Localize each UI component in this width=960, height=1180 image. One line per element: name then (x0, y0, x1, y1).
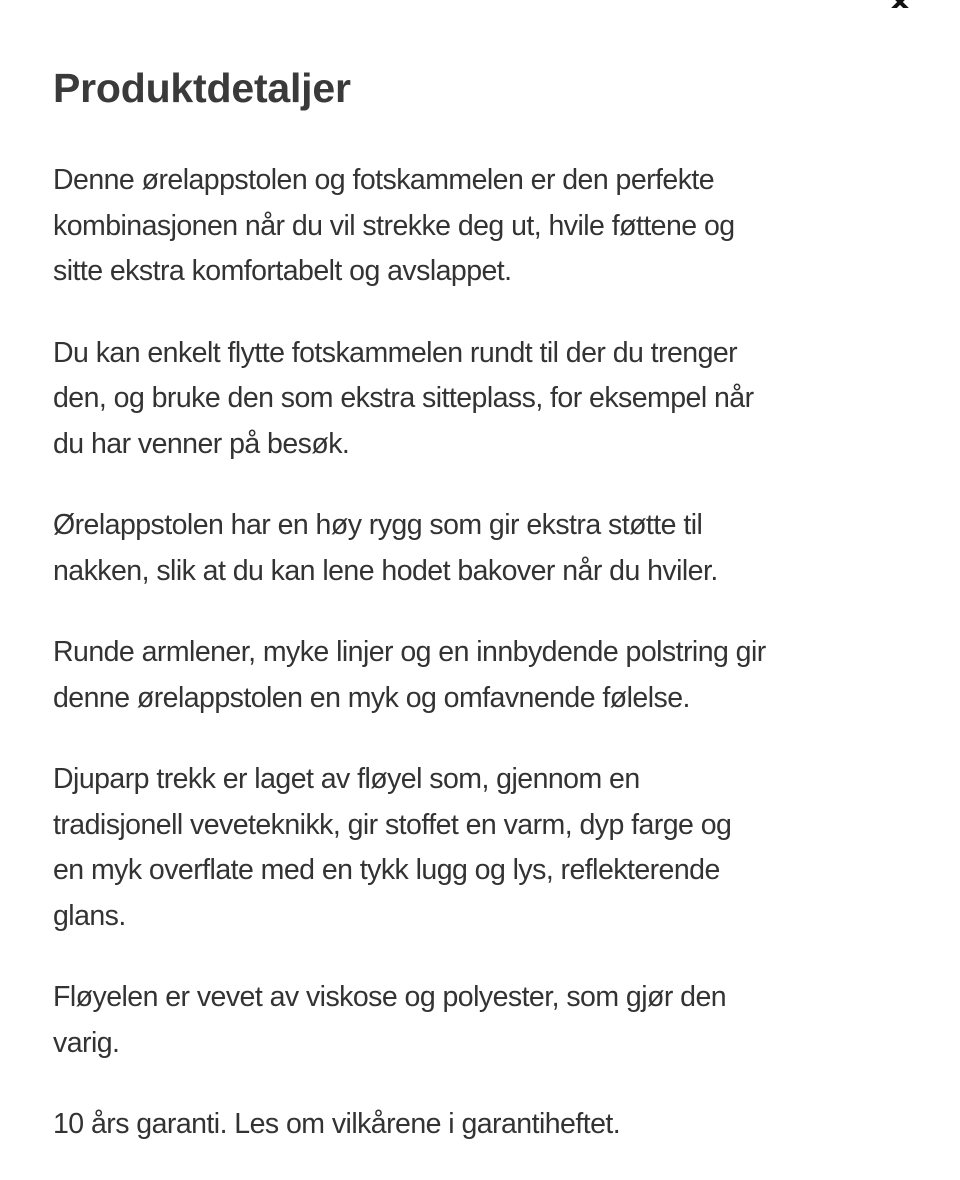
paragraph-material (53, 975, 933, 1066)
page-title: Produktdetaljer (53, 65, 351, 111)
text-line: den, og bruke den som ekstra sitteplass, for eksempel når (53, 382, 754, 414)
text-line: tradisjonell veveteknikk, gir stoffet en varm, dyp farge og (53, 808, 732, 841)
text-line: en myk overflate med en tykk lugg og lys, reflekterende (53, 854, 720, 886)
text-line: 10 års garanti. Les om vilkårene i garantiheftet. (53, 1108, 621, 1140)
text-line: Runde armlener, myke linjer og en innbydende polstring gir (53, 636, 766, 668)
paragraph-backrest (53, 503, 933, 594)
close-icon (878, 0, 922, 8)
text-line: nakken, slik at du kan lene hodet bakover når du hviler. (53, 554, 718, 587)
paragraph-cover (53, 757, 933, 939)
text-line: Du kan enkelt flytte fotskammelen rundt til der du trenger (53, 336, 738, 369)
text-line: glans. (53, 899, 126, 932)
close-button[interactable] (878, 0, 922, 8)
text-line: sitte ekstra komfortabelt og avslappet. (53, 255, 512, 287)
text-line: Fløyelen er vevet av viskose og polyester, som gjør den (53, 981, 727, 1013)
paragraph-intro (53, 158, 933, 295)
text-line: Djuparp trekk er laget av fløyel som, gjennom en (53, 763, 640, 795)
text-line: Ørelappstolen har en høy rygg som gir ekstra støtte til (53, 509, 703, 541)
paragraph-armrests (53, 630, 933, 721)
product-details-panel (53, 58, 933, 1148)
text-line: kombinasjonen når du vil strekke deg ut, hvile føttene og (53, 209, 735, 242)
paragraph-footstool (53, 331, 933, 468)
text-line: denne ørelappstolen en myk og omfavnende følelse. (53, 681, 690, 714)
text-line: Denne ørelappstolen og fotskammelen er den perfekte (53, 164, 715, 196)
text-line: du har venner på besøk. (53, 427, 350, 460)
paragraph-warranty (53, 1102, 933, 1148)
text-line: varig. (53, 1026, 120, 1059)
